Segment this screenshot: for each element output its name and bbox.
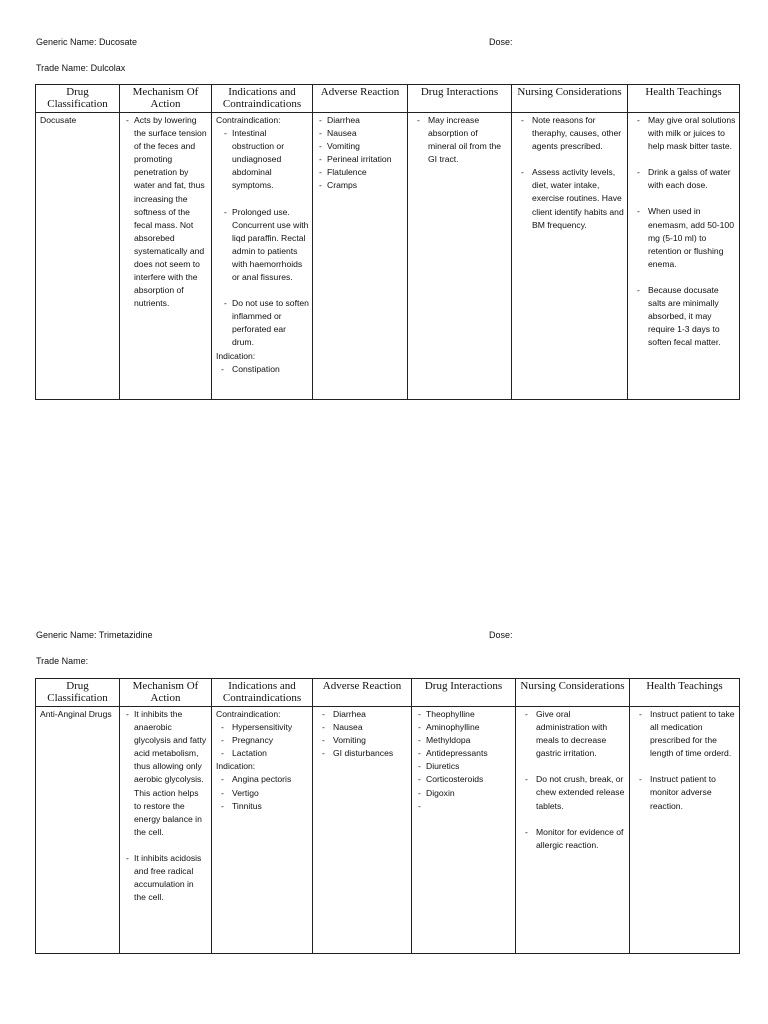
interaction-item: - Corticosteroids — [416, 773, 512, 786]
contraindication-item: - Do not use to soften inflammed or perforated ear drum. — [222, 297, 309, 349]
interaction-item: - Digoxin — [416, 787, 512, 800]
dose-label: Dose: — [489, 37, 513, 47]
adverse-cell — [313, 707, 412, 954]
contraindication-item: - Hypersensitivity — [216, 721, 309, 734]
interactions-cell — [408, 113, 512, 400]
drug-table — [35, 678, 740, 954]
contraindication-label: Contraindication: — [216, 709, 281, 719]
indication-item: - Tinnitus — [216, 800, 309, 813]
indication-label: Indication: — [216, 761, 256, 772]
col-header-teachings: Health Teachings — [630, 679, 740, 707]
indication-item: - Constipation — [216, 363, 309, 376]
col-header-nursing: Nursing Considerations — [516, 679, 630, 707]
trade-name: Trade Name: Dulcolax — [36, 63, 126, 73]
teaching-item: - Because docusate salts are minimally absorbed, it may require 1-3 days to soften fecal matter. — [632, 284, 736, 349]
adverse-item: - Flatulence — [317, 166, 404, 179]
mechanism-cell — [120, 113, 212, 400]
mechanism-cell — [120, 707, 212, 954]
adverse-item: - Perineal irritation — [317, 153, 404, 166]
mechanism-item: - It inhibits the anaerobic glycolysis and fatty acid metabolism, thus allowing only aerobic glycolysis. This action helps to restore the energy balance in the cell. — [124, 708, 208, 839]
adverse-item: - Nausea — [317, 127, 404, 140]
interaction-item-empty — [416, 800, 512, 813]
mechanism-item: - Acts by lowering the surface tension of the feces and promoting penetration by water and fat, thus increasing the softness of the fecal mass. Not absorebed systematically and does not seem to interfere with the absorption of nutrients. — [124, 114, 208, 310]
col-header-indications: Indications and Contraindications — [212, 679, 313, 707]
classification-text: Anti-Anginal Drugs — [40, 709, 112, 719]
classification-text: Docusate — [40, 115, 77, 125]
col-header-nursing: Nursing Considerations — [512, 85, 628, 113]
teaching-item: - Drink a galss of water with each dose. — [632, 166, 736, 192]
interaction-item: - May increase absorption of mineral oil from the GI tract. — [412, 114, 508, 166]
contraindication-item: - Intestinal obstruction or undiagnosed abdominal symptoms. — [222, 127, 309, 192]
indication-item: - Vertigo — [216, 787, 309, 800]
interaction-item: - Antidepressants — [416, 747, 512, 760]
nursing-item: - Do not crush, break, or chew extended release tablets. — [520, 773, 626, 812]
interactions-cell — [412, 707, 516, 954]
dose-label: Dose: — [489, 630, 513, 640]
trade-name: Trade Name: — [36, 656, 89, 666]
contraindication-item: - Lactation — [216, 747, 309, 760]
teaching-item: - When used in enemasm, add 50-100 mg (5-10 ml) to retention or flushing enema. — [632, 205, 736, 270]
contraindication-item: - Pregnancy — [216, 734, 309, 747]
classification-cell — [36, 113, 120, 400]
generic-name: Generic Name: Trimetazidine — [36, 630, 153, 640]
col-header-mechanism: Mechanism Of Action — [120, 85, 212, 113]
teaching-item: - Instruct patient to take all medication prescribed for the length of time orderd. — [634, 708, 736, 760]
col-header-mechanism: Mechanism Of Action — [120, 679, 212, 707]
col-header-classification: Drug Classification — [36, 85, 120, 113]
adverse-item: - Nausea — [317, 721, 408, 734]
indication-label: Indication: — [216, 350, 256, 361]
adverse-item: - Diarrhea — [317, 708, 408, 721]
interaction-item: - Theophylline — [416, 708, 512, 721]
classification-cell — [36, 707, 120, 954]
teachings-cell — [628, 113, 740, 400]
col-header-interactions: Drug Interactions — [408, 85, 512, 113]
generic-name: Generic Name: Ducosate — [36, 37, 138, 47]
adverse-item: - Vomiting — [317, 140, 404, 153]
adverse-item: - GI disturbances — [317, 747, 408, 760]
nursing-item: - Assess activity levels, diet, water intake, exercise routines. Have client identify habits and BM frequency. — [516, 166, 624, 231]
nursing-cell — [516, 707, 630, 954]
col-header-indications: Indications and Contraindications — [212, 85, 313, 113]
indications-cell — [212, 707, 313, 954]
nursing-item: - Give oral administration with meals to decrease gastric irritation. — [520, 708, 626, 760]
teachings-cell — [630, 707, 740, 954]
contraindication-label: Contraindication: — [216, 115, 281, 125]
interaction-item: - Diuretics — [416, 760, 512, 773]
col-header-classification: Drug Classification — [36, 679, 120, 707]
interaction-item: - Aminophylline — [416, 721, 512, 734]
col-header-interactions: Drug Interactions — [412, 679, 516, 707]
col-header-teachings: Health Teachings — [628, 85, 740, 113]
col-header-adverse: Adverse Reaction — [313, 85, 408, 113]
teaching-item: - Instruct patient to monitor adverse reaction. — [634, 773, 736, 812]
col-header-adverse: Adverse Reaction — [313, 679, 412, 707]
adverse-item: - Diarrhea — [317, 114, 404, 127]
nursing-cell — [512, 113, 628, 400]
adverse-item: - Cramps — [317, 179, 404, 192]
contraindication-item: - Prolonged use. Concurrent use with liqd paraffin. Rectal admin to patients with haemorrhoids or anal fissures. — [222, 206, 309, 285]
interaction-item: - Methyldopa — [416, 734, 512, 747]
nursing-item: - Monitor for evidence of allergic reaction. — [520, 826, 626, 852]
adverse-cell — [313, 113, 408, 400]
adverse-item: - Vomiting — [317, 734, 408, 747]
drug-table — [35, 84, 740, 400]
teaching-item: - May give oral solutions with milk or juices to help mask bitter taste. — [632, 114, 736, 153]
indication-item: - Angina pectoris — [216, 773, 309, 786]
mechanism-item: - It inhibits acidosis and free radical accumulation in the cell. — [124, 852, 208, 904]
indications-cell — [212, 113, 313, 400]
nursing-item: - Note reasons for theraphy, causes, other agents prescribed. — [516, 114, 624, 153]
